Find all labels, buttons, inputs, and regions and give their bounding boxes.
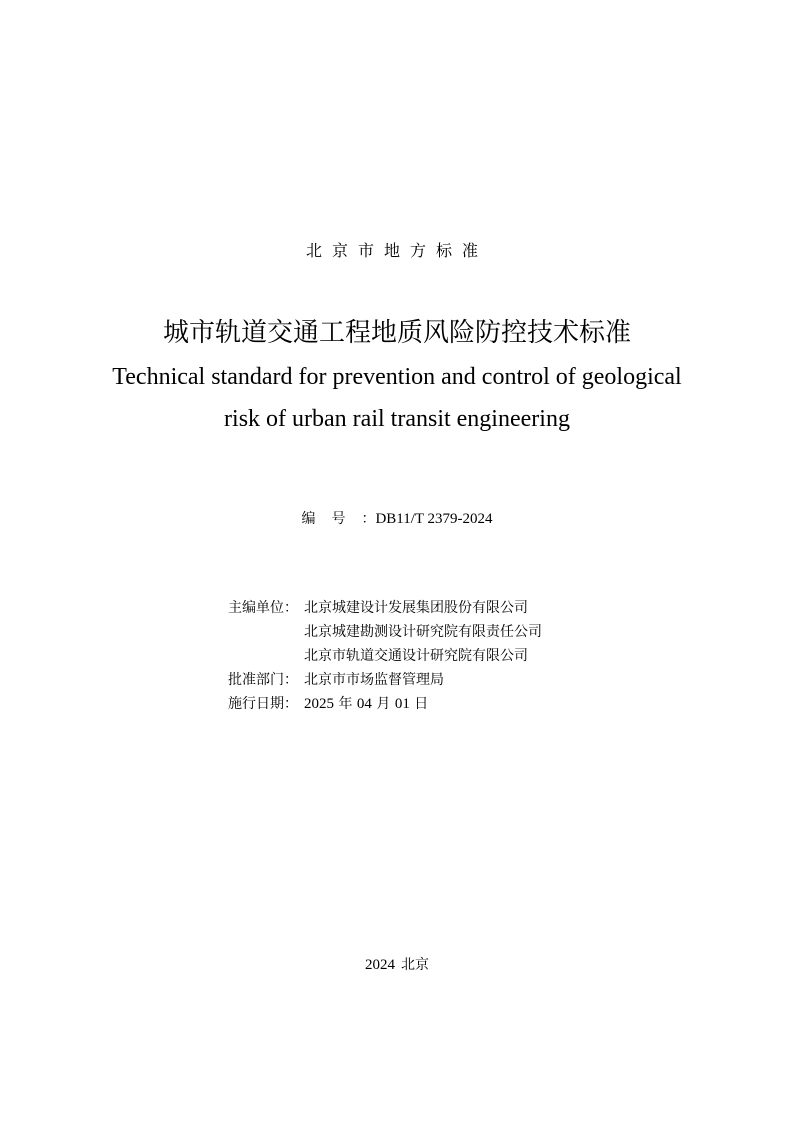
effective-year: 2025 (304, 696, 334, 712)
standard-number-value: DB11/T 2379-2024 (375, 511, 493, 527)
approval-row (228, 668, 628, 692)
publication-year: 2024 (365, 957, 395, 973)
standard-category: 北京市地方标准 (305, 241, 488, 260)
effective-date (304, 692, 428, 716)
effective-day-unit: 日 (409, 696, 429, 712)
chief-editor-1: 北京城建设计发展集团股份有限公司 (304, 600, 528, 616)
document-title-english (0, 356, 794, 440)
effective-month: 04 (356, 696, 372, 712)
effective-month-unit: 月 (371, 696, 395, 712)
chief-editor-row (228, 596, 628, 620)
effective-day: 01 (394, 696, 410, 712)
chief-editor-label: 主编单位： (228, 600, 298, 616)
title-english-line-1: Technical standard for prevention and control of geological (112, 364, 682, 390)
chief-editor-2: 北京城建勘测设计研究院有限责任公司 (304, 624, 542, 640)
approval-authority: 北京市市场监督管理局 (304, 672, 444, 688)
publication-info (228, 596, 628, 716)
approval-label: 批准部门： (228, 672, 298, 688)
publication-place: 北京 (401, 957, 429, 973)
effective-date-row (228, 692, 628, 716)
standard-number-label: 编号 (301, 511, 362, 527)
standard-number (0, 508, 794, 530)
chief-editor-3: 北京市轨道交通设计研究院有限公司 (304, 648, 528, 664)
publication-footer (0, 954, 794, 976)
document-title-chinese: 城市轨道交通工程地质风险防控技术标准 (162, 318, 631, 348)
chief-editor-row (228, 620, 628, 644)
effective-date-label: 施行日期： (228, 696, 298, 712)
title-english-line-2: risk of urban rail transit engineering (224, 406, 570, 432)
standard-number-separator: ： (361, 511, 376, 527)
chief-editor-row (228, 644, 628, 668)
effective-year-unit: 年 (334, 696, 357, 712)
